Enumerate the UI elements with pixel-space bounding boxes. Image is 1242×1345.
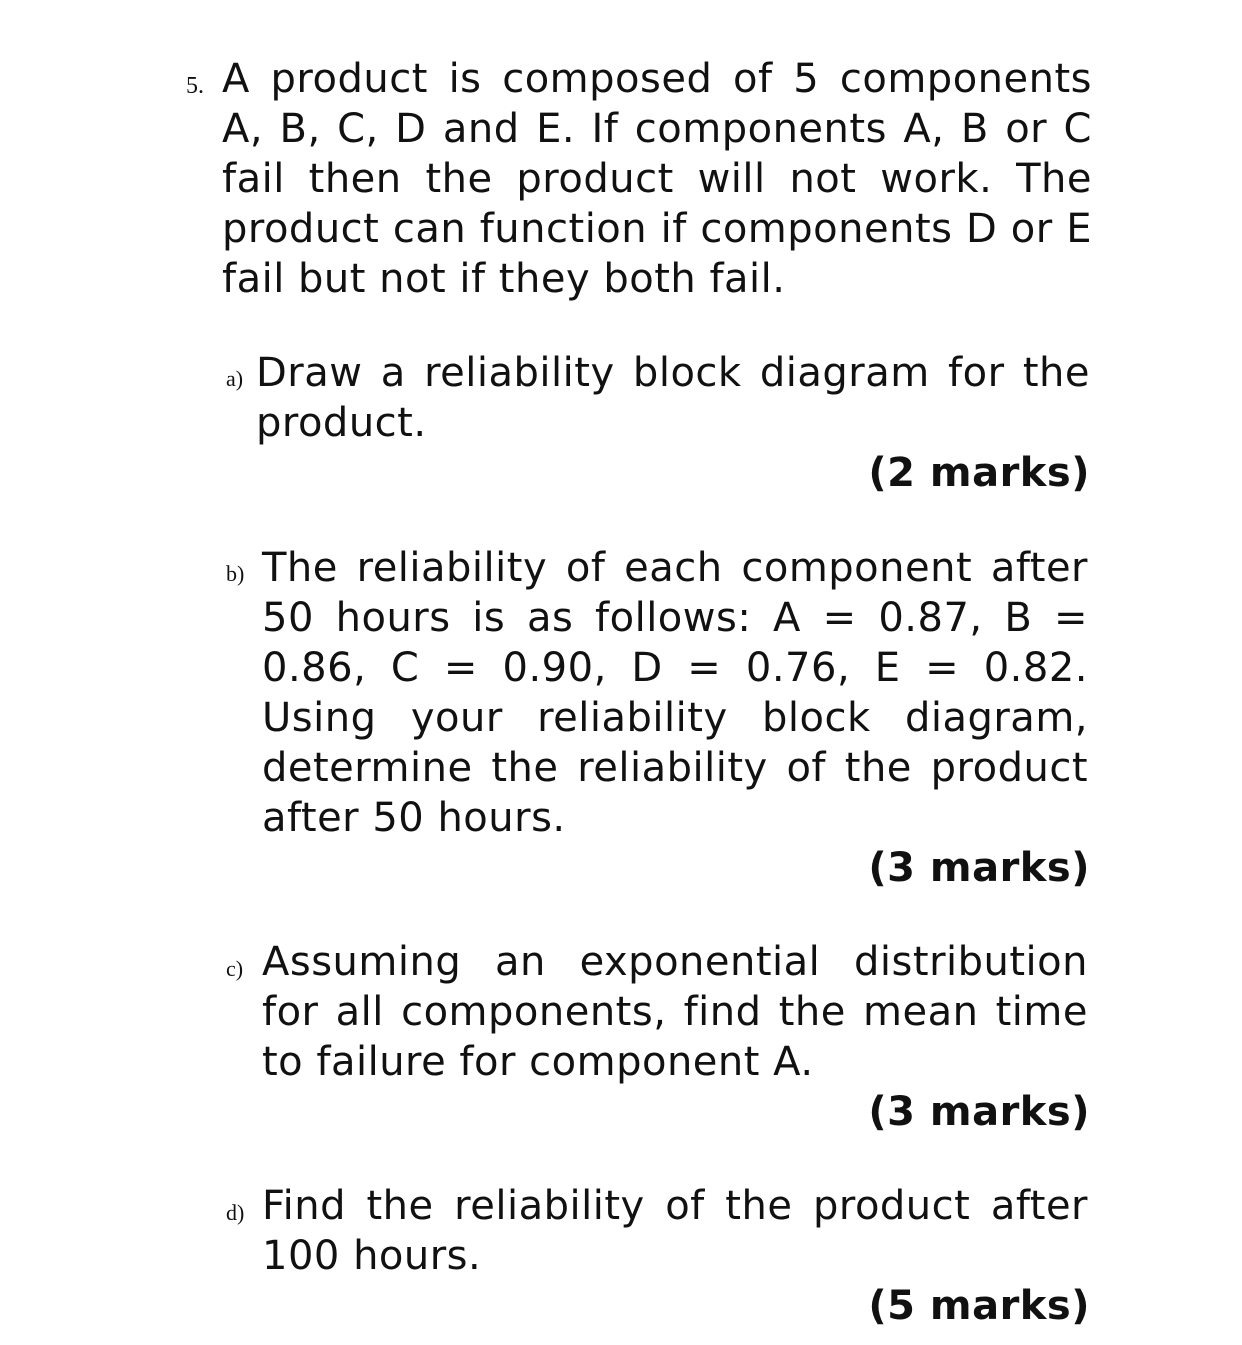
part-d-text: Find the reliability of the product after 100 hours. <box>262 1183 1088 1279</box>
part-b-text: The reliability of each component after 50 hours is as follows: A = 0.87, B = 0.86, C = 0.90, D = 0.76, E = 0.82. Using your reliability block diagram, determine the reliability of the product after 50 hours. <box>262 545 1088 841</box>
part-c-marks: (3 marks) <box>868 1089 1090 1135</box>
part-d-marks: (5 marks) <box>868 1283 1090 1329</box>
part-a-marks: (2 marks) <box>868 450 1090 496</box>
part-d-label: d) <box>226 1200 245 1225</box>
question-number: 5. <box>186 73 204 99</box>
part-a-label: a) <box>226 366 244 391</box>
part-c-label: c) <box>226 956 244 981</box>
part-a-text: Draw a reliability block diagram for the product. <box>256 350 1090 446</box>
question-stem: A product is composed of 5 components A, B, C, D and E. If components A, B or C fail then the product will not work. The product can function if components D or E fail but not if they both fail. <box>222 56 1092 302</box>
part-b-label: b) <box>226 561 245 586</box>
part-c-text: Assuming an exponential distribution for all components, find the mean time to failure for component A. <box>262 939 1088 1085</box>
part-b-marks: (3 marks) <box>868 845 1090 891</box>
